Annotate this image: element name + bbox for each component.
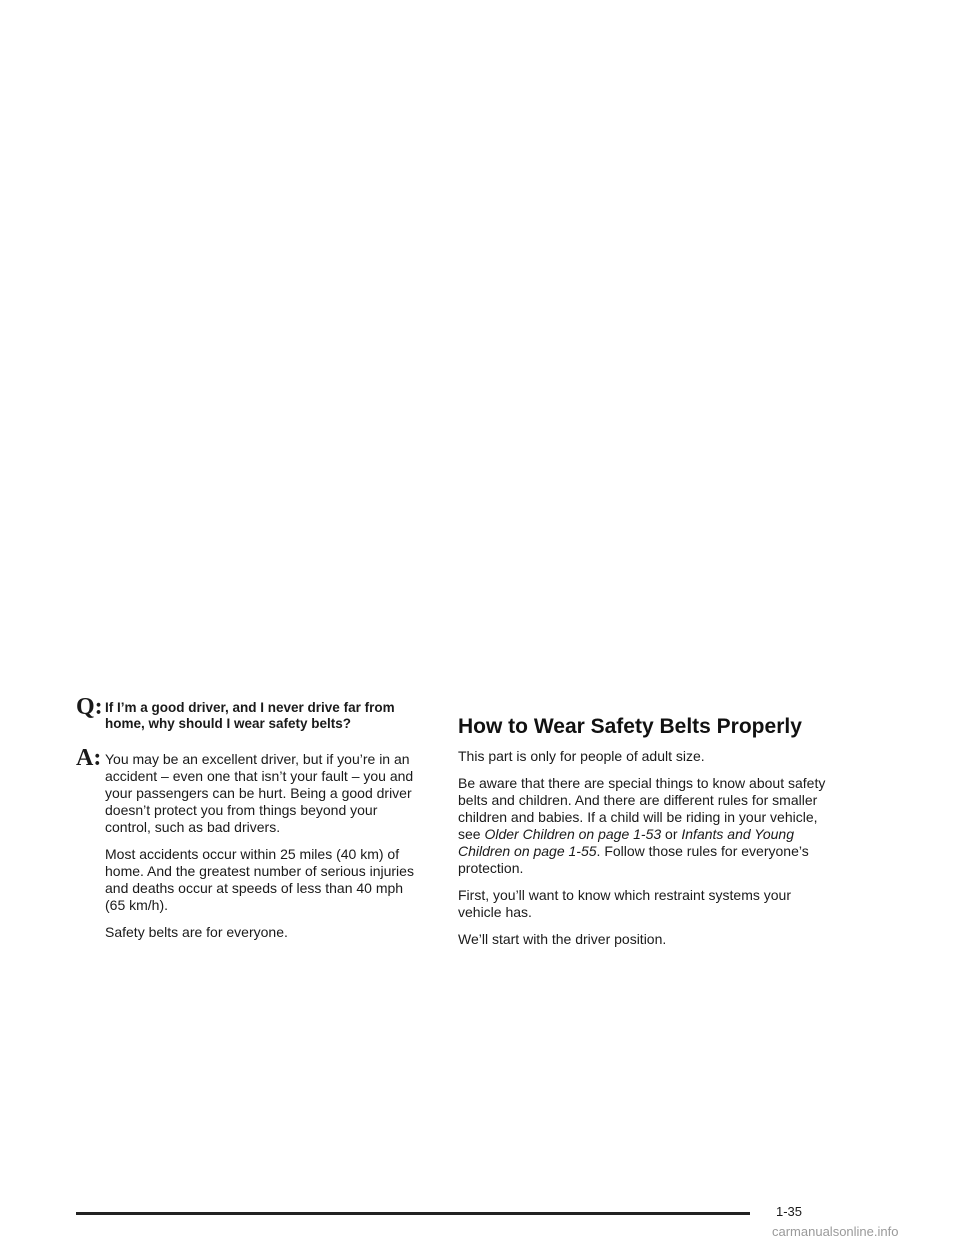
question-mark-label: Q:	[76, 694, 103, 720]
answer-paragraph-3: Safety belts are for everyone.	[105, 924, 288, 940]
section-paragraph-3: First, you’ll want to know which restraint systems your vehicle has.	[458, 887, 791, 920]
section-paragraph-1: This part is only for people of adult size.	[458, 748, 705, 764]
answer-paragraph-2: Most accidents occur within 25 miles (40 km) of home. And the greatest number of serious injuries and deaths occur at speeds of less than 40 mph (65 km/h).	[105, 846, 414, 913]
infants-young-children-reference-link[interactable]: Infants and Young Children on page 1-55	[458, 826, 794, 859]
section-paragraph-4: We’ll start with the driver position.	[458, 931, 667, 947]
paragraph-2-text-end: . Follow those rules for everyone’s protection.	[458, 843, 809, 876]
question-block	[76, 695, 426, 732]
answer-mark-label: A:	[76, 745, 102, 771]
page-number: 1-35	[776, 1204, 803, 1219]
section-paragraph-2	[458, 775, 830, 877]
right-column	[458, 715, 830, 958]
older-children-reference-link[interactable]: Older Children on page 1-53	[484, 826, 662, 842]
left-column	[76, 695, 426, 951]
answer-paragraph-1: You may be an excellent driver, but if you’re in an accident – even one that isn’t your fault – you and your passengers can be hurt. Being a good driver doesn’t protect you from things beyond your control, such as bad drivers.	[105, 751, 414, 835]
question-text: If I’m a good driver, and I never drive far from home, why should I wear safety belts?	[105, 700, 395, 731]
section-heading: How to Wear Safety Belts Properly	[458, 715, 802, 738]
answer-block	[76, 746, 426, 846]
footer-rule	[76, 1212, 750, 1215]
watermark-text: carmanualsonline.info	[772, 1224, 899, 1239]
paragraph-2-text-start: Be aware that there are special things to know about safety belts and children. And there are different rules for smaller children and babies. If a child will be riding in your vehicle, see	[458, 775, 826, 842]
paragraph-2-or-text: or	[661, 826, 682, 842]
